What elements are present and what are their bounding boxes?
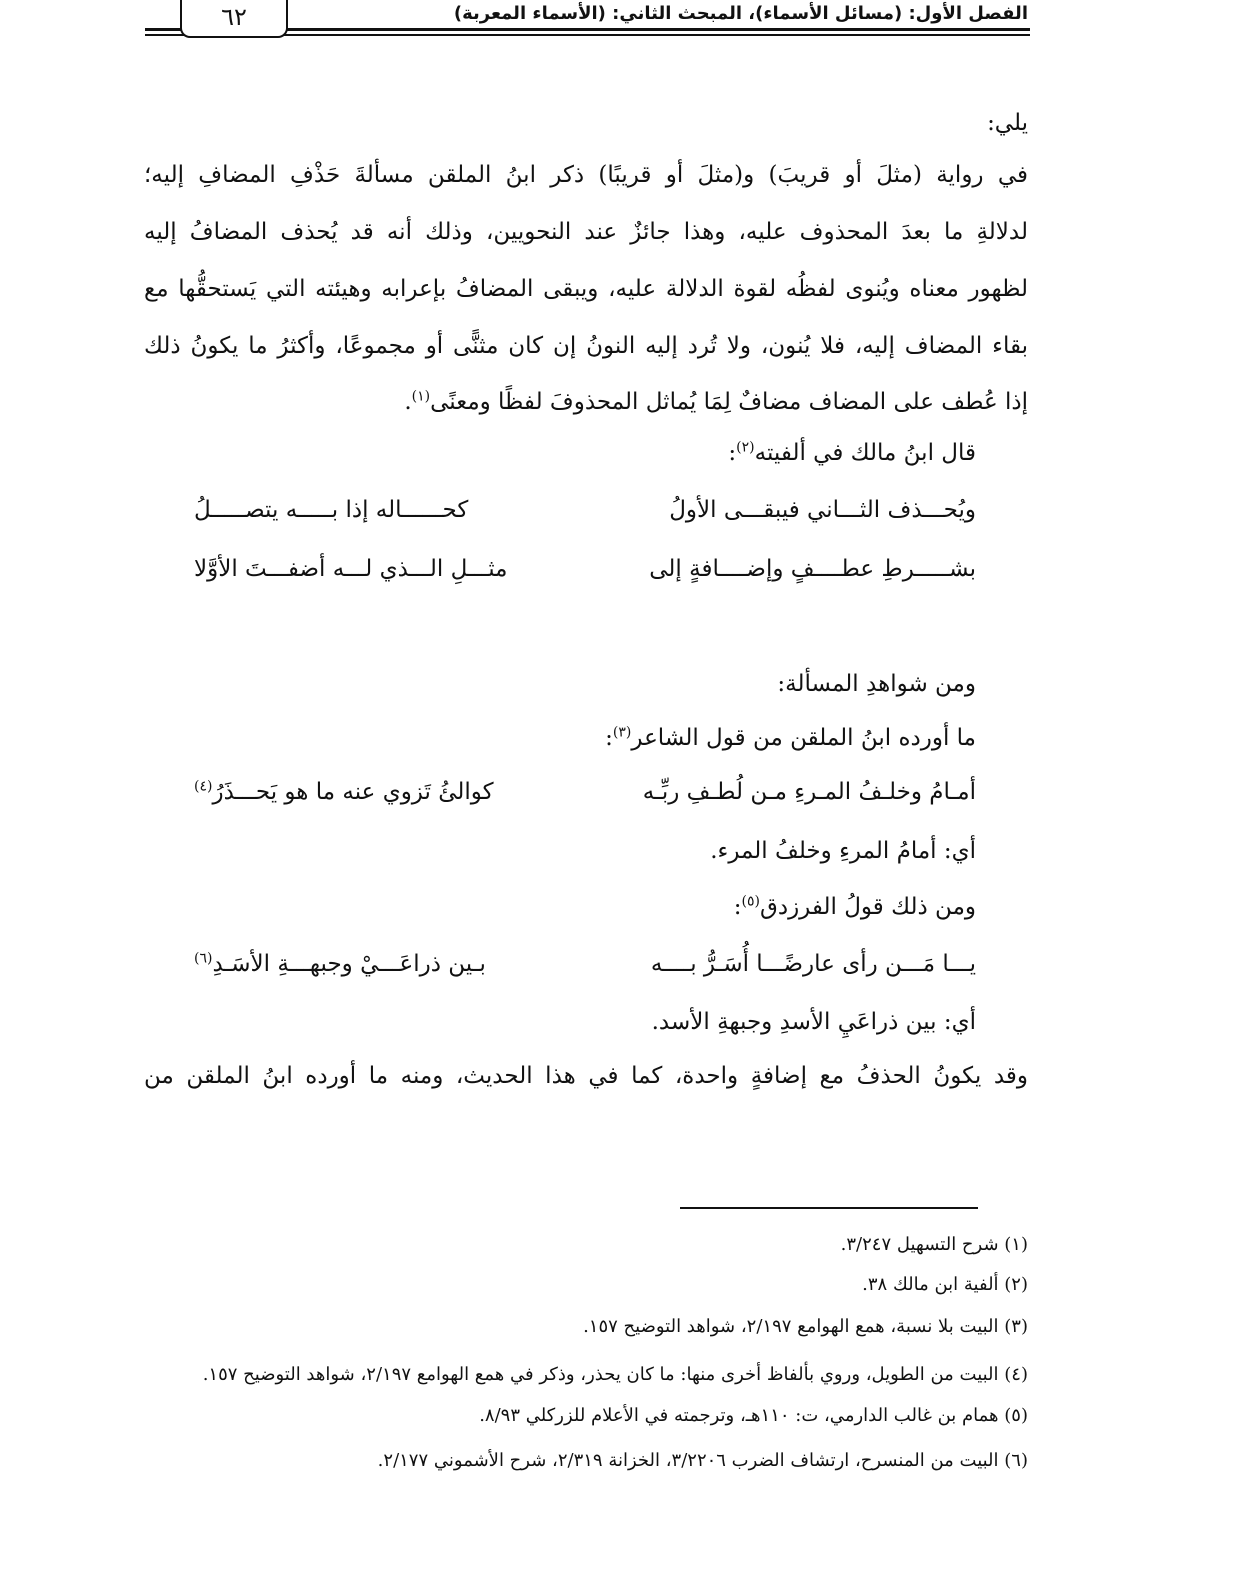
body-line: أي: أمامُ المرءِ وخلفُ المرء. bbox=[710, 838, 976, 864]
footnote-item: (١) شرح التسهيل ٣/٢٤٧. bbox=[840, 1234, 1028, 1255]
line-punct: : bbox=[728, 440, 737, 466]
footnote-ref: (٢) bbox=[736, 439, 755, 456]
verse-hemistich-left: مثـــلِ الـــذي لـــه أضفـــتَ الأوَّلا bbox=[194, 556, 508, 582]
body-line bbox=[728, 433, 976, 473]
body-line bbox=[605, 718, 976, 758]
footnote-item: (٥) همام بن غالب الدارمي، ت: ١١٠هـ، وترجمته في الأعلام للزركلي ٨/٩٣. bbox=[479, 1405, 1028, 1426]
body-line: ومن شواهدِ المسألة: bbox=[777, 671, 976, 697]
verse-hemistich-left bbox=[194, 772, 574, 812]
verse-hemistich-right: يـــا مَـــن رأى عارضًـــا أُسَـرُّ بــــه bbox=[650, 951, 976, 977]
footnote-ref: (٦) bbox=[194, 950, 213, 967]
footnote-separator bbox=[680, 1207, 978, 1209]
footnote-item: (٤) البيت من الطويل، وروي بألفاظ أخرى منها: ما كان يحذر، وذكر في همع الهوامع ٢/١٩٧، شواهد التوضيح ١٥٧. bbox=[202, 1364, 1028, 1385]
footnote-ref: (٤) bbox=[194, 778, 213, 795]
body-line: وقد يكونُ الحذفُ مع إضافةٍ واحدة، كما في هذا الحديث، ومنه ما أورده ابنُ الملقن من bbox=[144, 1063, 1028, 1089]
verse-text: بـين ذراعَـــيْ وجبهـــةِ الأسَـدِ bbox=[212, 951, 486, 977]
body-line: بقاء المضاف إليه، فلا يُنون، ولا تُرد إليه النونُ إن كان مثنًّى أو مجموعًا، وأكثرُ ما يكونُ ذلك bbox=[144, 333, 1028, 359]
body-line: لظهور معناه ويُنوى لفظُه لقوة الدلالة عليه، ويبقى المضافُ بإعرابه وهيئته التي يَستحقُّها مع bbox=[144, 276, 1028, 302]
body-line bbox=[734, 887, 976, 927]
verse-hemistich-right: بشـــــرطِ عطــــفٍ وإضــــافةٍ إلى bbox=[649, 556, 976, 582]
body-line: يلي: bbox=[987, 110, 1028, 136]
line-punct: : bbox=[733, 894, 742, 920]
footnote-ref: (١) bbox=[411, 388, 431, 405]
verse-hemistich-right: أمـامُ وخلـفُ المـرءِ مـن لُطـفِ ربِّـه bbox=[642, 779, 976, 805]
body-line: لدلالةِ ما بعدَ المحذوف عليه، وهذا جائزٌ عند النحويين، وذلك أنه قد يُحذف المضافُ إليه bbox=[144, 219, 1028, 245]
line-text: ومن ذلك قولُ الفرزدق bbox=[759, 894, 976, 920]
line-punct: : bbox=[605, 725, 613, 751]
verse-hemistich-left: كحــــــاله إذا بـــــه يتصـــــلُ bbox=[194, 497, 469, 523]
body-line: أي: بين ذراعَيِ الأسدِ وجبهةِ الأسد. bbox=[651, 1009, 976, 1035]
line-text: قال ابنُ مالك في ألفيته bbox=[754, 440, 976, 466]
line-text: ما أورده ابنُ الملقن من قول الشاعر bbox=[631, 725, 976, 751]
footnote-ref: (٥) bbox=[741, 893, 760, 910]
footnote-item: (٣) البيت بلا نسبة، همع الهوامع ٢/١٩٧، شواهد التوضيح ١٥٧. bbox=[583, 1316, 1028, 1337]
footnote-item: (٦) البيت من المنسرح، ارتشاف الضرب ٣/٢٢٠٦، الخزانة ٢/٣١٩، شرح الأشموني ٢/١٧٧. bbox=[377, 1450, 1028, 1471]
body-line: في رواية (مثلَ أو قريبَ) و(مثلَ أو قريبًا) ذكر ابنُ الملقن مسألةَ حَذْفِ المضافِ إليه؛ bbox=[144, 162, 1028, 188]
page-number: ٦٢ bbox=[180, 0, 288, 38]
footnote-item: (٢) ألفية ابن مالك ٣٨. bbox=[862, 1274, 1028, 1295]
running-header-title: الفصل الأول: (مسائل الأسماء)، المبحث الثاني: (الأسماء المعربة) bbox=[453, 3, 1028, 24]
line-punct: . bbox=[404, 389, 412, 415]
line-text: إذا عُطف على المضاف مضافٌ لِمَا يُماثل المحذوفَ لفظًا ومعنًى bbox=[430, 389, 1028, 415]
verse-hemistich-right: ويُحـــذف الثـــاني فيبقـــى الأولُ bbox=[669, 497, 976, 523]
body-line bbox=[404, 382, 1028, 422]
verse-text: كوالئُ تَزوي عنه ما هو يَحـــذَرُ bbox=[212, 779, 494, 805]
footnote-ref: (٣) bbox=[612, 724, 632, 741]
verse-hemistich-left bbox=[194, 944, 574, 984]
